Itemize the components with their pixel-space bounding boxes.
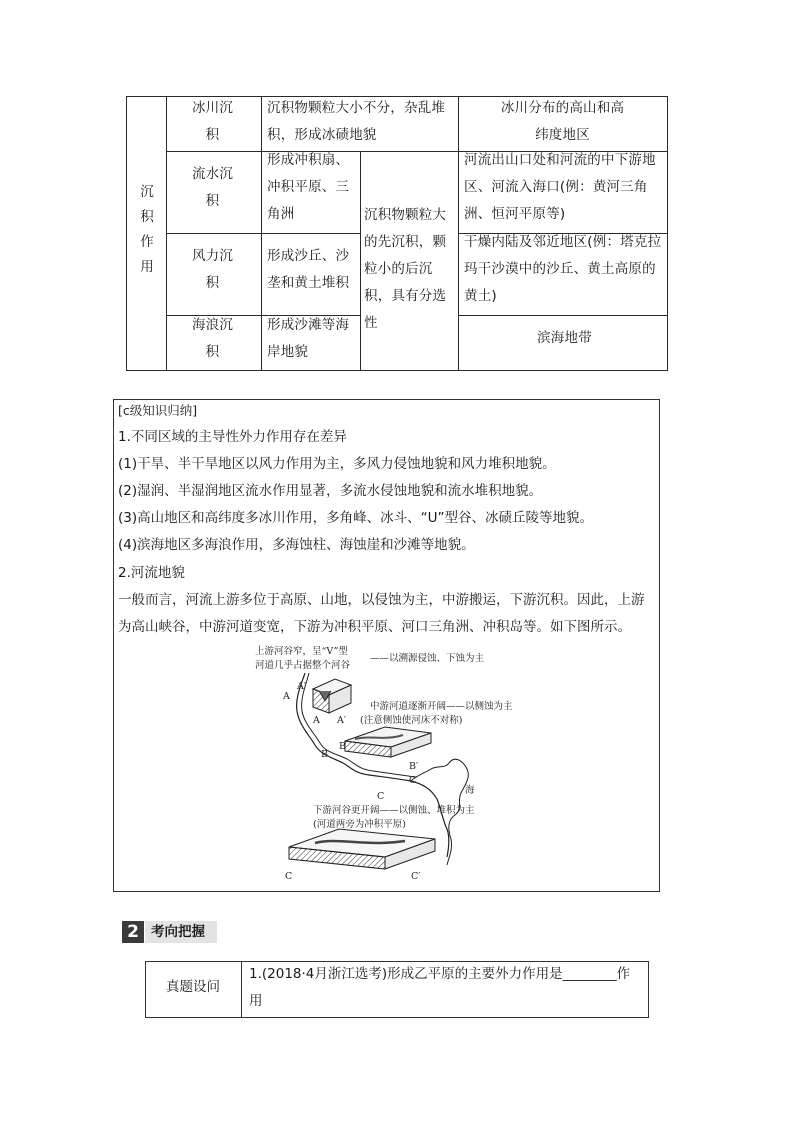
label-c-bottom: C	[285, 871, 293, 882]
lower-note: 下游河谷更开阔——以侧蚀、堆积为主	[313, 805, 475, 816]
row-type: 流水沉积	[191, 166, 234, 209]
section-number: 2	[122, 921, 144, 943]
row-landform: 形成冲积扇、冲积平原、三角洲	[267, 152, 350, 222]
label-b-prime: B′	[409, 761, 419, 772]
upper-note-2: 河道几乎占据整个河谷	[255, 660, 351, 671]
row-landform: 形成沙滩等海岸地貌	[267, 317, 350, 360]
label-c: C	[377, 791, 385, 802]
row-distribution: 干燥内陆及邻近地区(例：塔克拉玛干沙漠中的沙丘、黄土高原的黄土)	[464, 234, 662, 304]
question-table-divider	[241, 961, 242, 1017]
upper-effect: ——以溯源侵蚀、下蚀为主	[370, 653, 485, 664]
summary-item: (2)湿润、半湿润地区流水作用显著，多流水侵蚀地貌和流水堆积地貌。	[118, 483, 543, 499]
question-text: 1.(2018·4月浙江选考)形成乙平原的主要外力作用是________作用	[249, 966, 631, 1009]
lower-valley-block	[289, 829, 435, 869]
river-landform-diagram	[235, 643, 565, 883]
summary-tag: [c级知识归纳]	[118, 403, 198, 418]
summary-paragraph: 一般而言，河流上游多位于高原、山地，以侵蚀为主，中游搬运，下游沉积。因此，上游为高山峡谷，中游河道变宽，下游为冲积平原、河口三角洲、冲积岛等。如下图所示。	[118, 592, 645, 635]
summary-item: (4)滨海地区多海浪作用，多海蚀柱、海蚀崖和沙滩等地貌。	[118, 537, 475, 553]
label-c-prime: C′	[409, 775, 419, 786]
row-distribution: 冰川分布的高山和高纬度地区	[500, 100, 625, 143]
middle-note: 中游河道逐渐开阔——以侧蚀为主	[370, 701, 513, 712]
category-label: 沉积作用	[140, 184, 154, 275]
row-landform: 形成沙丘、沙垄和黄土堆积	[267, 248, 350, 291]
label-b: B	[339, 741, 346, 752]
row-type: 冰川沉积	[191, 100, 234, 143]
label-c-prime-bottom: C′	[411, 871, 421, 882]
lower-sub: (河道两旁为冲积平原)	[313, 819, 406, 830]
label-b-left: B	[321, 749, 328, 760]
row-distribution: 滨海地带	[537, 330, 592, 346]
summary-heading-1: 1.不同区域的主导性外力作用存在差异	[118, 429, 347, 445]
row-distribution: 河流出山口处和河流的中下游地区、河流入海口(例：黄河三角洲、恒河平原等)	[464, 152, 656, 222]
summary-heading-2: 2.河流地貌	[118, 565, 185, 581]
middle-sub: (注意侧蚀使河床不对称)	[360, 715, 463, 726]
label-a-prime-bottom: A′	[337, 715, 347, 726]
summary-item: (1)干旱、半干旱地区以风力作用为主，多风力侵蚀地貌和风力堆积地貌。	[118, 456, 556, 472]
section-title: 考向把握	[151, 924, 205, 940]
row-type: 海浪沉积	[191, 317, 234, 360]
summary-item: (3)高山地区和高纬度多冰川作用，多角峰、冰斗、“U”型谷、冰碛丘陵等地貌。	[118, 510, 593, 526]
label-a: A	[283, 691, 290, 702]
shared-feature: 沉积物颗粒大的先沉积，颗粒小的后沉积，具有分选性	[364, 207, 447, 331]
row-type: 风力沉积	[191, 248, 234, 291]
upper-note-1: 上游河谷窄，呈“V”型	[255, 646, 348, 657]
middle-valley-block	[345, 727, 431, 757]
question-label: 真题设问	[166, 979, 220, 995]
label-a-bottom: A	[313, 715, 320, 726]
upper-valley-block	[313, 679, 351, 713]
sea-label: 海	[465, 785, 475, 796]
row-landform: 沉积物颗粒大小不分，杂乱堆积，形成冰碛地貌	[267, 100, 446, 143]
label-a-prime: A′	[297, 681, 307, 692]
